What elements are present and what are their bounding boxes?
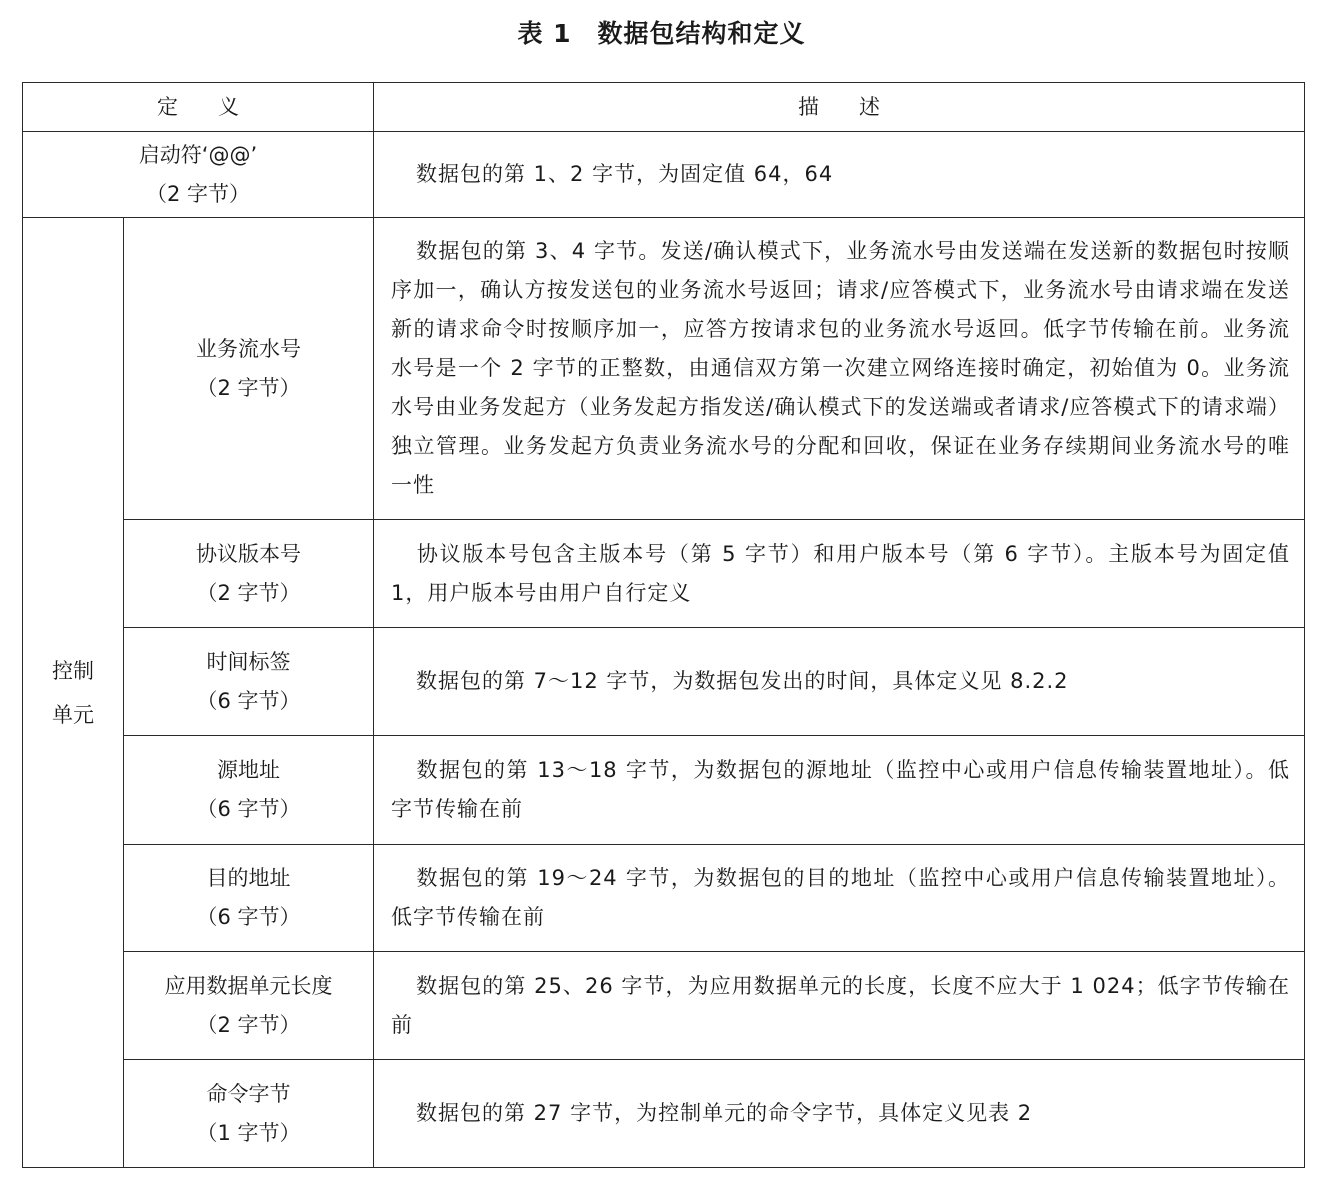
description-cell	[374, 736, 1305, 845]
table-row	[23, 1060, 1305, 1168]
field-size: （1 字节）	[196, 1120, 301, 1145]
field-size: （2 字节）	[196, 1012, 301, 1037]
table-caption: 表 1 数据包结构和定义	[517, 19, 806, 48]
table-row	[23, 845, 1305, 952]
field-name: 协议版本号	[196, 541, 301, 566]
description-cell	[374, 952, 1305, 1060]
table-row	[23, 952, 1305, 1060]
field-size: （2 字节）	[145, 181, 251, 206]
field-description: 数据包的第 19～24 字节，为数据包的目的地址（监控中心或用户信息传输装置地址）。低字节传输在前	[391, 866, 1290, 929]
field-size: （2 字节）	[196, 375, 301, 400]
definition-cell	[23, 132, 374, 218]
field-name: 业务流水号	[196, 336, 301, 361]
definition-cell	[124, 520, 374, 628]
definition-cell	[124, 952, 374, 1060]
table-header-row	[23, 83, 1305, 132]
definition-cell	[124, 218, 374, 520]
description-cell	[374, 132, 1305, 218]
description-cell	[374, 845, 1305, 952]
table-row	[23, 132, 1305, 218]
header-description: 描述	[374, 83, 1305, 132]
field-size: （2 字节）	[196, 580, 301, 605]
field-description: 数据包的第 25、26 字节，为应用数据单元的长度，长度不应大于 1 024；低字节传输在前	[391, 973, 1290, 1037]
field-description: 数据包的第 27 字节，为控制单元的命令字节，具体定义见表 2	[416, 1101, 1033, 1125]
definition-cell	[124, 628, 374, 736]
header-definition: 定义	[23, 83, 374, 132]
table-row	[23, 628, 1305, 736]
description-cell	[374, 218, 1305, 520]
packet-structure-table	[22, 82, 1305, 1168]
description-cell	[374, 1060, 1305, 1168]
field-description: 数据包的第 7～12 字节，为数据包发出的时间，具体定义见 8.2.2	[416, 669, 1069, 693]
field-size: （6 字节）	[196, 797, 301, 821]
field-description: 数据包的第 1、2 字节，为固定值 64，64	[416, 162, 834, 186]
definition-cell	[124, 845, 374, 952]
description-cell	[374, 520, 1305, 628]
field-name: 命令字节	[206, 1081, 291, 1106]
field-description: 数据包的第 13～18 字节，为数据包的源地址（监控中心或用户信息传输装置地址）。低字节传输在前	[391, 758, 1290, 821]
field-name: 目的地址	[206, 866, 291, 890]
field-description: 数据包的第 3、4 字节。发送/确认模式下，业务流水号由发送端在发送新的数据包时按顺序加一，确认方按发送包的业务流水号返回；请求/应答模式下，业务流水号由请求端在发送新的请求命令时按顺序加一，应答方按请求包的业务流水号返回。低字节传输在前。业务流水号是一个 2 字节的正整数，由通信双方第一次建立网络连接时确定，初始值为 0。业务流水号由业务发起方（业务发起方指发送/确认模式下的发送端或者请求/应答模式下的请求端）独立管理。业务发起方负责业务流水号的分配和回收，保证在业务存续期间业务流水号的唯一性	[391, 239, 1290, 497]
table-row	[23, 218, 1305, 520]
field-description: 协议版本号包含主版本号（第 5 字节）和用户版本号（第 6 字节）。主版本号为固定值 1，用户版本号由用户自行定义	[391, 541, 1290, 605]
group-label-line2: 单元	[52, 702, 94, 727]
group-label-line1: 控制	[52, 658, 94, 683]
table-row	[23, 520, 1305, 628]
field-size: （6 字节）	[196, 688, 301, 713]
control-unit-group-cell	[23, 218, 124, 1168]
field-size: （6 字节）	[196, 905, 301, 929]
table-row	[23, 736, 1305, 845]
definition-cell	[124, 736, 374, 845]
field-name: 时间标签	[206, 649, 291, 674]
field-name: 源地址	[217, 758, 280, 782]
definition-cell	[124, 1060, 374, 1168]
field-name: 应用数据单元长度	[164, 973, 333, 998]
description-cell	[374, 628, 1305, 736]
field-name: 启动符‘@@’	[138, 142, 258, 167]
